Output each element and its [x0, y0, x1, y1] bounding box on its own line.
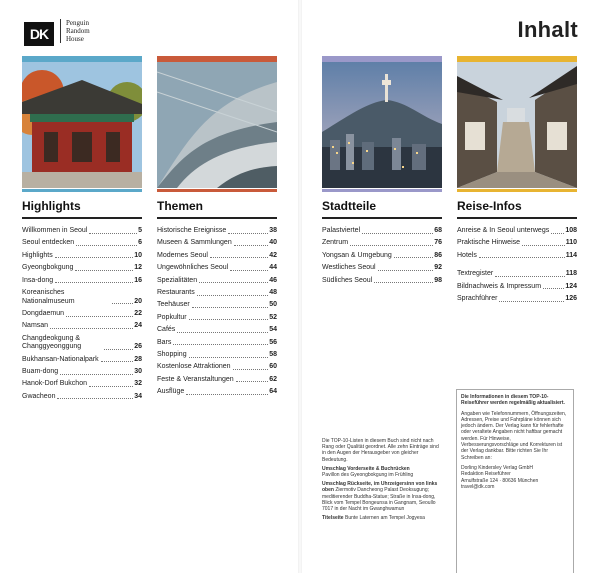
toc-entry[interactable]: Changdeokgung & Changgyeonggung 26 [22, 334, 142, 351]
toc-entry[interactable]: Seoul entdecken 6 [22, 239, 142, 247]
color-rule [322, 189, 442, 192]
credits-cover-text: Pavillon des Gyeongbokgung im Frühling [322, 472, 414, 479]
toc-entry[interactable]: Kostenlose Attraktionen 60 [157, 363, 277, 371]
toc-entry[interactable]: Teehäuser 50 [157, 301, 277, 309]
themen-column [157, 56, 277, 400]
toc-entry[interactable]: Modernes Seoul 42 [157, 251, 277, 259]
section-heading: Stadtteile [322, 199, 442, 219]
credits-cover-label: Umschlag Vorderseite & Buchrücken [322, 465, 410, 472]
book-gutter [298, 0, 302, 573]
section-heading: Themen [157, 199, 277, 219]
toc-entry[interactable]: Sprachführer 126 [457, 295, 577, 303]
toc-entry[interactable]: Shopping 58 [157, 350, 277, 358]
toc-entry[interactable]: Cafés 54 [157, 326, 277, 334]
toc-list [22, 227, 142, 401]
toc-entry[interactable]: Insa-dong 16 [22, 276, 142, 284]
toc-entry[interactable]: Koreanisches Nationalmuseum 20 [22, 288, 142, 305]
photo-credits [322, 438, 440, 524]
publisher-info-box [456, 389, 574, 573]
toc-entry[interactable]: Anreise & In Seoul unterwegs 108 [457, 227, 577, 234]
publisher-logo: Penguin Random House [60, 19, 116, 43]
credits-back-text: Ziermotiv Dancheong Palast Deoksugung; meditierender Buddha-Statue; Straße in Insa-dong, Blick vom Tempel Bongeunsa in Gangnam, Seoullo 7017 in der Nacht im Gwanghwamun [322, 487, 436, 513]
section-heading: Reise-Infos [457, 199, 577, 219]
stadtteile-column [322, 56, 442, 289]
toc-entry[interactable]: Feste & Veranstaltungen 62 [157, 375, 277, 383]
toc-entry[interactable]: Ausflüge 64 [157, 388, 277, 396]
city-skyline-photo [322, 62, 442, 188]
toc-entry[interactable]: Spezialitäten 46 [157, 276, 277, 284]
toc-entry[interactable]: Textregister 118 [457, 270, 577, 278]
toc-entry[interactable]: Yongsan & Umgebung 86 [322, 251, 442, 259]
architecture-photo [157, 62, 277, 188]
toc-entry[interactable]: Hotels 114 [457, 251, 577, 259]
credits-intro: Die TOP-10-Listen in diesem Buch sind nicht nach Rang oder Qualität geordnet. Alle zehn Einträge sind in den Augen der Herausgeber von gleicher Bedeutung. [322, 438, 439, 463]
section-heading: Highlights [22, 199, 142, 219]
toc-entry[interactable]: Buam-dong 30 [22, 368, 142, 376]
infobox-body: Angaben wie Telefonnummern, Öffnungszeiten, Adressen, Preise und Fahrpläne können sich jedoch ändern. Der Verlag kann für fehlerhafte oder veraltete Angaben nicht haftbar gemacht werden. Für Hinweise, Verbesserungsvorschläge und Korrekturen ist der Verlag dankbar. Bitte richten Sie Ihr Schreiben an: [461, 410, 567, 461]
toc-entry[interactable]: Bildnachweis & Impressum 124 [457, 282, 577, 290]
toc-list [322, 227, 442, 285]
toc-entry[interactable]: Highlights 10 [22, 251, 142, 259]
toc-entry[interactable]: Namsan 24 [22, 322, 142, 330]
dk-logo: DK [24, 22, 54, 46]
toc-entry[interactable]: Willkommen in Seoul 5 [22, 227, 142, 234]
reise-infos-column [457, 56, 577, 308]
toc-entry[interactable]: Historische Ereignisse 38 [157, 227, 277, 234]
toc-entry[interactable]: Gwacheon 34 [22, 392, 142, 400]
email-link[interactable]: travel@dk.com [461, 483, 495, 490]
toc-list [157, 227, 277, 397]
toc-entry[interactable]: Westliches Seoul 92 [322, 264, 442, 272]
toc-entry[interactable]: Zentrum 76 [322, 239, 442, 247]
toc-entry[interactable]: Museen & Sammlungen 40 [157, 239, 277, 247]
credits-back-label: Umschlag Rückseite, im Uhrzeigersinn von links oben [322, 481, 438, 494]
page-title: Inhalt [517, 17, 578, 42]
toc-entry[interactable]: Praktische Hinweise 110 [457, 239, 577, 247]
toc-entry[interactable]: Bukhansan-Nationalpark 28 [22, 355, 142, 363]
color-rule [457, 189, 577, 192]
color-rule [157, 189, 277, 192]
toc-entry[interactable]: Bars 56 [157, 338, 277, 346]
toc-entry[interactable]: Palastviertel 68 [322, 227, 442, 234]
credits-title-text: Bunte Laternen am Tempel Jogyesa [344, 515, 425, 522]
infobox-address: Dorling Kindersley Verlag GmbH Redaktion Reiseführer Arnulfstraße 124 · 80636 München travel@dk.com [461, 464, 539, 490]
toc-entry[interactable]: Restaurants 48 [157, 288, 277, 296]
toc-entry[interactable]: Südliches Seoul 98 [322, 276, 442, 284]
highlights-column [22, 56, 142, 405]
infobox-lead: Die Informationen in diesem TOP-10-Reiseführer werden regelmäßig aktualisiert. [461, 394, 565, 407]
color-rule [22, 189, 142, 192]
toc-list [457, 227, 577, 304]
credits-title-label: Titelseite [322, 515, 344, 522]
toc-entry[interactable]: Hanok-Dorf Bukchon 32 [22, 380, 142, 388]
toc-entry[interactable]: Gyeongbokgung 12 [22, 264, 142, 272]
palace-photo [22, 62, 142, 188]
toc-entry[interactable]: Popkultur 52 [157, 313, 277, 321]
toc-entry[interactable]: Ungewöhnliches Seoul 44 [157, 264, 277, 272]
toc-entry[interactable]: Dongdaemun 22 [22, 309, 142, 317]
hanok-street-photo [457, 62, 577, 188]
